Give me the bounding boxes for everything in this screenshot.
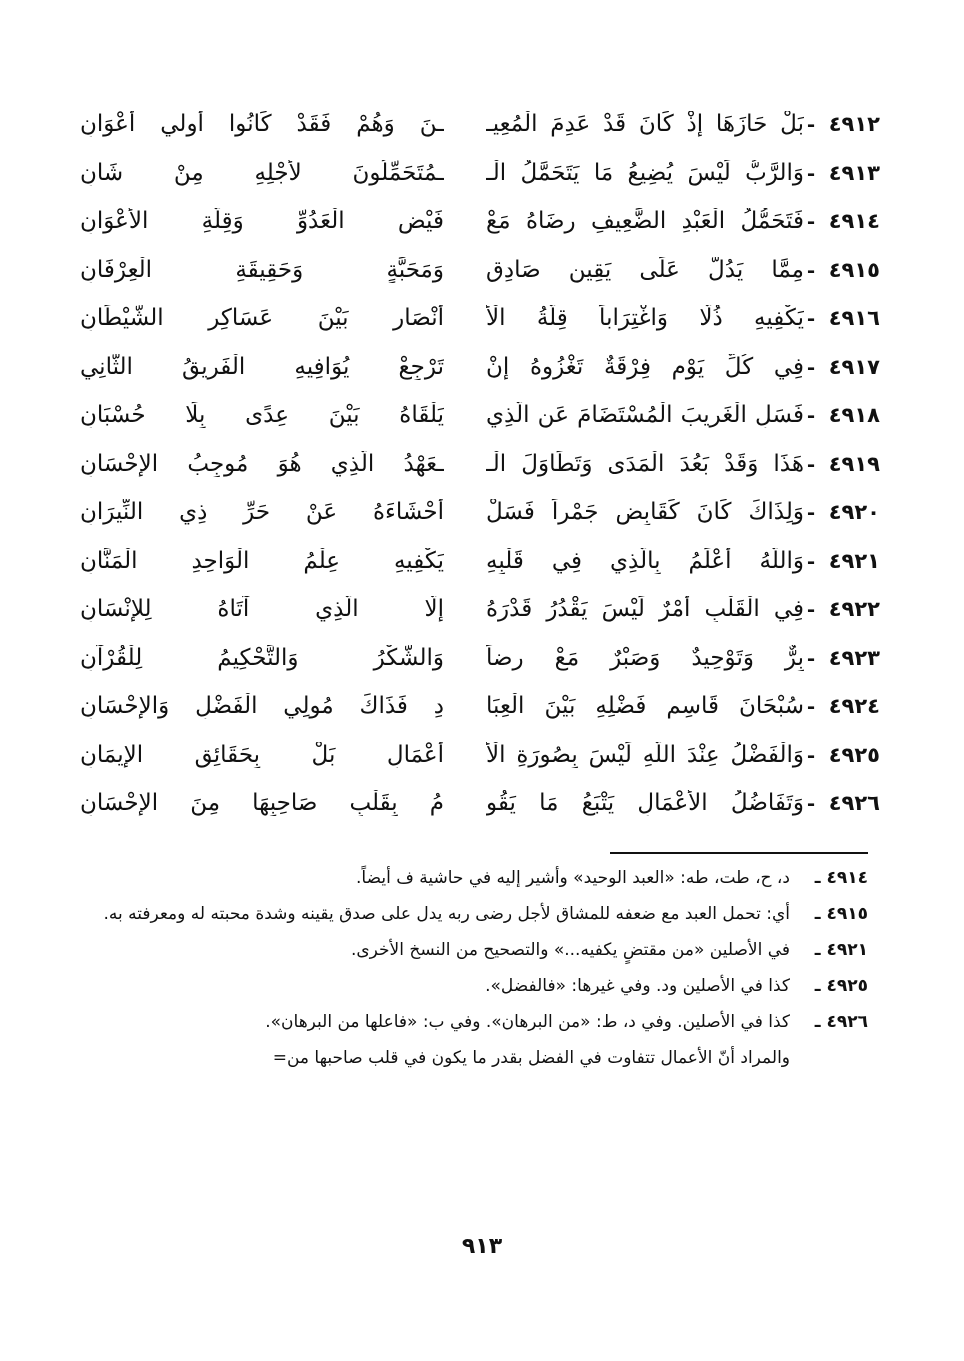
verse-number: ٤٩٢١ (828, 548, 880, 573)
verse-row (80, 391, 880, 440)
verse-number: ٤٩٢٤ (828, 694, 880, 719)
verse-first-hemistich: وَالرَّبُّ لَيْسَ يُضِيعُ مَا يَتَحَمَّلُ الْـ (486, 159, 804, 186)
verse-second-hemistich: دِ فَذَاكَ مُولِي الْفَضْلِ وَالإحْسَانِ (80, 693, 444, 720)
verse-number: ٤٩٢٠ (828, 500, 880, 525)
verse-first-hemistich: فِي كُلِّ يَوْمٍ فِرْقَةٌ تَغْزُوهُ إِنْ (486, 353, 804, 380)
verse-dash: - (806, 694, 816, 719)
footnote-number: ٤٩١٤ ـ (814, 868, 868, 888)
verse-second-hemistich: أَنْصَارِ بَيْنَ عَسَاكِرِ الشَّيْطَانِ (80, 305, 444, 332)
verse-dash: - (806, 500, 816, 525)
verse-number: ٤٩١٢ (828, 112, 880, 137)
verse-dash: - (806, 354, 816, 379)
verse-dash: - (806, 209, 816, 234)
verse-number: ٤٩٢٣ (828, 645, 880, 670)
verse-second-hemistich: مُ بِقَلْبِ صَاحِبِهَا مِنَ الإحْسَانِ (80, 790, 444, 817)
verse-second-hemistich: فَيْضِ الْعَدُوِّ وَقِلَّةِ الأعْوَانِ (80, 208, 444, 235)
poem-verses (80, 100, 880, 828)
verse-number: ٤٩١٤ (828, 209, 880, 234)
verse-row (80, 585, 880, 634)
verse-number: ٤٩١٨ (828, 403, 880, 428)
footnote-text: د، ح، طت، طه: «العبد الوحيد» وأشير إليه في حاشية ف أيضاً. (356, 868, 790, 888)
verse-number: ٤٩١٣ (828, 160, 880, 185)
verse-number: ٤٩٢٥ (828, 742, 880, 767)
verse-row (80, 488, 880, 537)
verse-second-hemistich: أَحْشَاءَهُ عَنْ حَرِّ ذِي النِّيرَانِ (80, 499, 444, 526)
verse-second-hemistich: ـعَهْدُ الَّذِي هُوَ مُوجِبُ الإحْسَانِ (80, 450, 444, 477)
verse-dash: - (806, 160, 816, 185)
verse-dash: - (806, 791, 816, 816)
footnote-separator (610, 852, 868, 854)
verse-first-hemistich: هَذَا وَقَدْ بَعُدَ الْمَدَى وَتَطَاوَلَ الْـ (486, 450, 804, 477)
verse-dash: - (806, 548, 816, 573)
verse-dash: - (806, 742, 816, 767)
footnote (88, 900, 868, 929)
verse-number: ٤٩٢٦ (828, 791, 880, 816)
verse-dash: - (806, 403, 816, 428)
verse-row (80, 294, 880, 343)
verse-first-hemistich: سُبْحَانَ قَاسِمِ فَضْلِهِ بَيْنَ الْعِبَا (486, 693, 804, 720)
verse-first-hemistich: يَكْفِيهِ ذُلًّا وَاغْتِرَاباً قِلَّةُ الْأَ (486, 305, 804, 332)
footnote-continuation: والمراد أنّ الأعمال تتفاوت في الفضل بقدر ما يكون في قلب صاحبها من= (272, 1048, 790, 1068)
verse-dash: - (806, 257, 816, 282)
footnote-number: ٤٩٢١ ـ (814, 940, 868, 960)
verse-first-hemistich: بَلْ حَازَهَا إِذْ كَانَ قَدْ عَدِمَ الْمُعِيـ (486, 111, 804, 138)
verse-second-hemistich: يَكْفِيهِ عِلْمُ الْوَاحِدِ الْمَنَّانِ (80, 547, 444, 574)
verse-second-hemistich: يَلْقَاهُ بَيْنَ عِدًى بِلَا حُسْبَانِ (80, 402, 444, 429)
verse-dash: - (806, 451, 816, 476)
verse-second-hemistich: ـنَ وَهُمْ فَقَدْ كَانُوا أُولي أَعْوَانِ (80, 111, 444, 138)
footnote (88, 936, 868, 965)
verse-second-hemistich: وَمَحَبَّةٍ وَحَقِيقَةِ الْعِرْفَانِ (80, 256, 444, 283)
verse-row (80, 149, 880, 198)
verse-number: ٤٩١٧ (828, 354, 880, 379)
verse-row (80, 634, 880, 683)
verse-first-hemistich: فِي الْقَلْبِ أَمْرٌ لَيْسَ يَقْدُرُ قَدْرَهُ (486, 596, 804, 623)
verse-row (80, 440, 880, 489)
verse-first-hemistich: مِمَّا يَدُلُّ عَلَى يَقِينٍ صَادِقٍ (486, 256, 804, 283)
footnote-number: ٤٩٢٥ ـ (814, 976, 868, 996)
page-number: ٩١٣ (461, 1234, 503, 1259)
verse-row (80, 779, 880, 828)
verse-dash: - (806, 306, 816, 331)
verse-number: ٤٩١٦ (828, 306, 880, 331)
verse-number: ٤٩١٥ (828, 257, 880, 282)
verse-dash: - (806, 597, 816, 622)
verse-row (80, 731, 880, 780)
verse-first-hemistich: بِرٌّ وَتَوْحِيدٌ وَصَبْرٌ مَعْ رِضاً (486, 644, 804, 671)
verse-row (80, 197, 880, 246)
verse-first-hemistich: فَسَلِ الْغَرِيبَ الْمُسْتَضَامَ عَنِ الَّذِي (486, 402, 804, 429)
footnote-text: كذا في الأصلين. وفي د، ط: «من البرهان». وفي ب: «فاعلها من البرهان». (265, 1012, 790, 1032)
verse-row (80, 682, 880, 731)
verse-second-hemistich: إِلَّا الَّذِي آتَاهُ لِلإنْسَانِ (80, 596, 444, 623)
verse-row (80, 100, 880, 149)
verse-number: ٤٩٢٢ (828, 597, 880, 622)
footnote (88, 972, 868, 1001)
verse-first-hemistich: وَالْفَضْلُ عِنْدَ اللَّهِ لَيْسَ بِصُورَةِ الْأَ (486, 741, 804, 768)
verse-row (80, 537, 880, 586)
footnote-text: في الأصلين «من مقتضٍ يكفيه...» والتصحيح من النسخ الأخرى. (350, 940, 790, 960)
verse-first-hemistich: وَتَفَاضُلُ الأعْمَالِ يَتْبَعُ مَا يَقُو (486, 790, 804, 817)
verse-number: ٤٩١٩ (828, 451, 880, 476)
footnote-text: أي: تحمل العبد مع ضعفه للمشاق لأجل رضى ربه يدل على صدق يقينه وشدة محبته له ومعرفته به. (103, 904, 790, 924)
verse-second-hemistich: وَالشُّكْرُ وَالتَّحْكِيمُ لِلْقُرْآنِ (80, 644, 444, 671)
verse-first-hemistich: وَلِذَاكَ كَانَ كَقَابِضٍ جَمْراً فَسَلْ (486, 499, 804, 526)
footnote-number: ٤٩٢٦ ـ (814, 1012, 868, 1032)
footnote-text: كذا في الأصلين ود. وفي غيرها: «فالفضل». (485, 976, 790, 996)
verse-first-hemistich: فَتَحَمُّلُ الْعَبْدِ الضَّعِيفِ رِضَاهُ مَعْ (486, 208, 804, 235)
verse-row (80, 343, 880, 392)
footnote-number: ٤٩١٥ ـ (814, 904, 868, 924)
footnotes (88, 864, 868, 1073)
verse-first-hemistich: وَاللَّهُ أَعْلَمُ بِالَّذِي فِي قَلْبِهِ (486, 547, 804, 574)
verse-dash: - (806, 112, 816, 137)
verse-second-hemistich: تَرْجِعْ يُوَافِيهِ الْفَرِيقُ الثَّانِي (80, 353, 444, 380)
verse-second-hemistich: ـمُتَحَمِّلُونَ لأجْلِهِ مِنْ شَانِ (80, 159, 444, 186)
footnote (88, 1008, 868, 1037)
verse-second-hemistich: أَعْمَالِ بَلْ بِحَقَائِقِ الإيمَانِ (80, 741, 444, 768)
verse-row (80, 246, 880, 295)
verse-dash: - (806, 645, 816, 670)
footnote (88, 864, 868, 893)
